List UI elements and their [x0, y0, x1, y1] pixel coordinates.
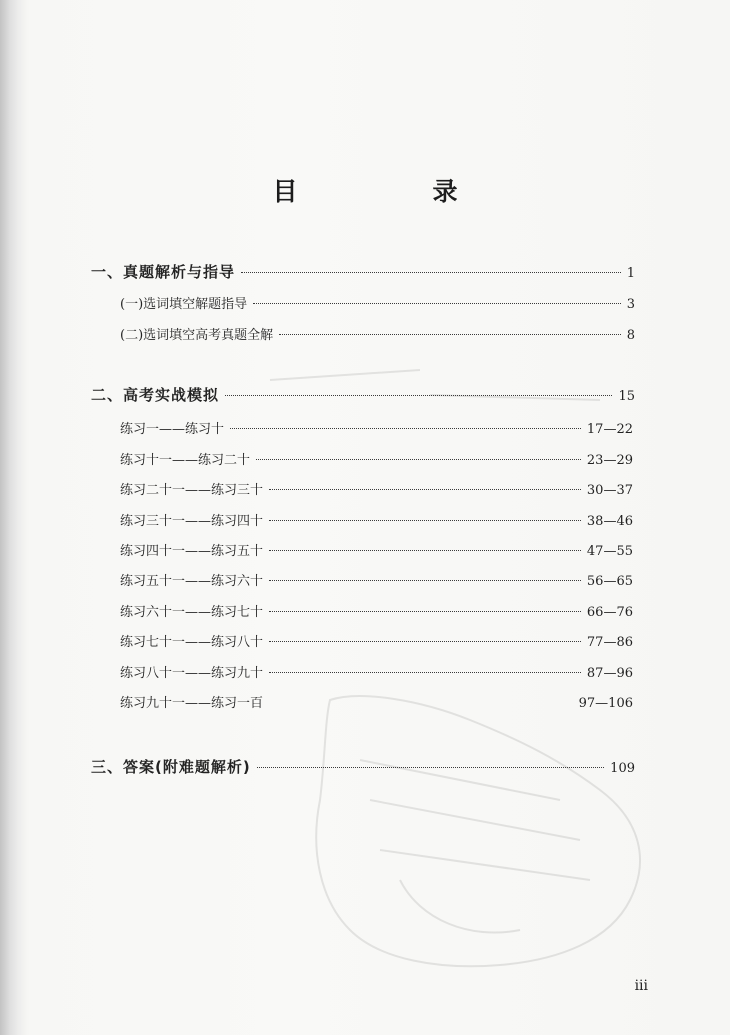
toc-exercise-label: 练习一——练习十 — [120, 422, 225, 437]
dot-leader — [269, 489, 581, 490]
dot-leader — [269, 550, 581, 551]
dot-leader — [269, 641, 581, 642]
toc-exercise-10[interactable] — [120, 692, 633, 711]
toc-page-range: 30—37 — [586, 483, 633, 498]
toc-page-range: 38—46 — [586, 514, 633, 529]
toc-exercise-4[interactable] — [120, 510, 633, 529]
toc-exercise-9[interactable] — [120, 662, 633, 681]
page-title: 目 录 — [272, 177, 513, 206]
toc-exercise-3[interactable] — [120, 479, 633, 498]
dot-leader — [269, 672, 581, 673]
toc-exercise-label: 练习五十一——练习六十 — [120, 574, 264, 589]
dot-leader — [269, 520, 581, 521]
spine-shadow — [0, 0, 30, 1035]
dot-leader — [269, 611, 581, 612]
toc-page-range: 77—86 — [586, 635, 633, 650]
toc-page-range: 87—96 — [586, 666, 633, 681]
toc-page-range: 17—22 — [586, 422, 633, 437]
toc-page-number: 109 — [610, 761, 635, 776]
toc-exercise-label: 练习九十一——练习一百 — [120, 696, 264, 711]
toc-page-number: 8 — [626, 328, 635, 343]
toc-exercise-7[interactable] — [120, 601, 633, 620]
toc-exercise-label: 练习七十一——练习八十 — [120, 635, 264, 650]
toc-page-number: 1 — [626, 266, 635, 281]
toc-section-label: 三、答案(附难题解析) — [91, 758, 251, 776]
toc-page-number: 15 — [618, 389, 635, 404]
toc-subsection-label: (一)选词填空解题指导 — [120, 297, 248, 312]
toc-exercise-label: 练习三十一——练习四十 — [120, 514, 264, 529]
toc-exercise-label: 练习八十一——练习九十 — [120, 666, 264, 681]
toc-exercise-label: 练习四十一——练习五十 — [120, 544, 264, 559]
dot-leader — [230, 428, 581, 429]
toc-section-2[interactable] — [91, 384, 635, 405]
dot-leader — [241, 272, 621, 273]
toc-exercise-2[interactable] — [120, 449, 633, 468]
toc-page-range: 97—106 — [578, 696, 633, 711]
toc-exercise-label: 练习十一——练习二十 — [120, 453, 251, 468]
toc-exercise-1[interactable] — [120, 418, 633, 437]
toc-section-1[interactable] — [91, 261, 635, 282]
toc-page-range: 66—76 — [586, 605, 633, 620]
toc-page-range: 56—65 — [586, 574, 633, 589]
dot-leader — [225, 395, 612, 396]
dot-leader — [269, 580, 581, 581]
toc-subsection-1-1[interactable] — [120, 293, 635, 312]
toc-section-label: 一、真题解析与指导 — [91, 263, 236, 281]
toc-page-number: 3 — [626, 297, 635, 312]
toc-exercise-8[interactable] — [120, 631, 633, 650]
toc-page-range: 47—55 — [586, 544, 633, 559]
toc-exercise-label: 练习二十一——练习三十 — [120, 483, 264, 498]
dot-leader — [279, 334, 621, 335]
toc-subsection-label: (二)选词填空高考真题全解 — [120, 328, 274, 343]
toc-exercise-label: 练习六十一——练习七十 — [120, 605, 264, 620]
toc-section-3[interactable] — [91, 756, 635, 777]
toc-exercise-6[interactable] — [120, 570, 633, 589]
toc-subsection-1-2[interactable] — [120, 324, 635, 343]
toc-page-range: 23—29 — [586, 453, 633, 468]
page-number: iii — [634, 978, 648, 994]
dot-leader — [257, 767, 604, 768]
toc-section-label: 二、高考实战模拟 — [91, 386, 220, 404]
dot-leader — [253, 303, 621, 304]
toc-exercise-5[interactable] — [120, 540, 633, 559]
dot-leader — [256, 459, 581, 460]
